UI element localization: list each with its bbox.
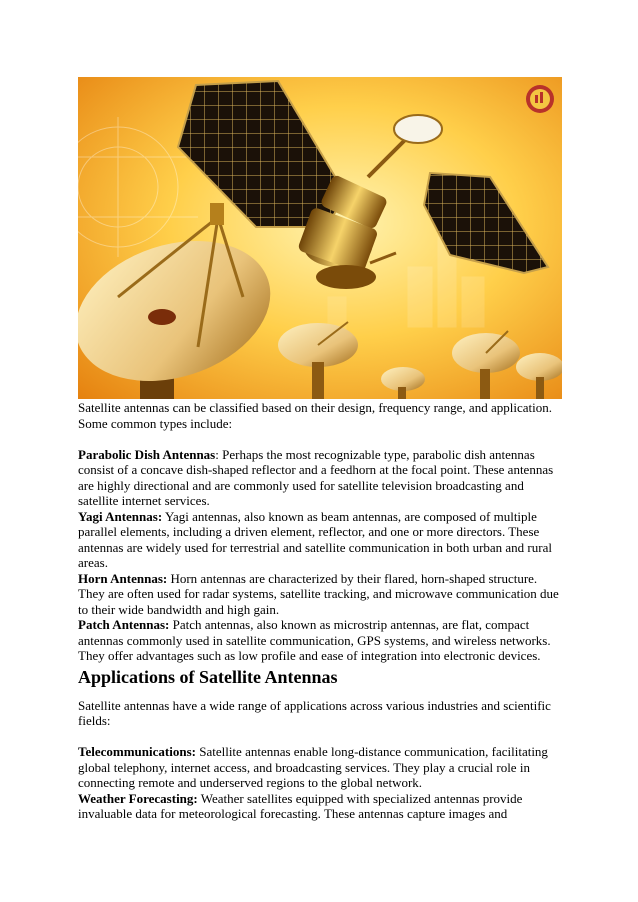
term-label: Weather Forecasting: bbox=[78, 790, 198, 806]
brand-badge-icon bbox=[526, 85, 554, 113]
satellite-illustration bbox=[78, 77, 562, 399]
term-label: Parabolic Dish Antennas bbox=[78, 446, 216, 462]
term-description: Patch antennas, also known as microstrip antennas, are flat, compact antennas commonly used in satellite communication, GPS systems, and wireless networks. They offer advantages such as low profile and ease of integration into electronic devices. bbox=[78, 617, 551, 663]
term-label: Yagi Antennas: bbox=[78, 508, 163, 524]
intro-paragraph: Satellite antennas can be classified based on their design, frequency range, and application. Some common types include: bbox=[78, 400, 552, 431]
term-description: Yagi antennas, also known as beam antennas, are composed of multiple parallel elements, including a driven element, reflector, and one or more directors. These antennas are widely used for terrestrial and satellite communication in both urban and rural areas. bbox=[78, 508, 552, 570]
satellite-image bbox=[78, 77, 562, 399]
application-weather-forecasting bbox=[78, 791, 562, 822]
term-description: Weather satellites equipped with specialized antennas provide invaluable data for meteorological forecasting. These antennas capture images and bbox=[78, 790, 523, 821]
antenna-type-parabolic bbox=[78, 447, 562, 509]
term-description: Satellite antennas enable long-distance communication, facilitating global telephony, internet access, and broadcasting services. They play a crucial role in connecting remote and underserved regions to the global network. bbox=[78, 744, 548, 790]
term-label: Patch Antennas: bbox=[78, 617, 170, 632]
antenna-type-patch bbox=[78, 617, 562, 664]
term-separator: : bbox=[215, 446, 219, 462]
application-telecommunications bbox=[78, 744, 562, 791]
term-description: Perhaps the most recognizable type, parabolic dish antennas consist of a concave dish-shaped reflector and a feedhorn at the focal point. These antennas are highly directional and are commonly used for satellite television broadcasting and satellite internet services. bbox=[78, 446, 554, 508]
antenna-type-yagi bbox=[78, 509, 562, 571]
term-label: Horn Antennas: bbox=[78, 570, 168, 586]
applications-intro: Satellite antennas have a wide range of applications across various industries and scientific fields: bbox=[78, 697, 551, 728]
section-heading: Applications of Satellite Antennas bbox=[78, 666, 338, 687]
article-body bbox=[78, 400, 562, 822]
antenna-type-horn bbox=[78, 571, 562, 618]
term-description: Horn antennas are characterized by their flared, horn-shaped structure. They are often used for radar systems, satellite tracking, and microwave communication due to their wide bandwidth and high gain. bbox=[78, 570, 559, 617]
term-label: Telecommunications: bbox=[78, 744, 196, 759]
